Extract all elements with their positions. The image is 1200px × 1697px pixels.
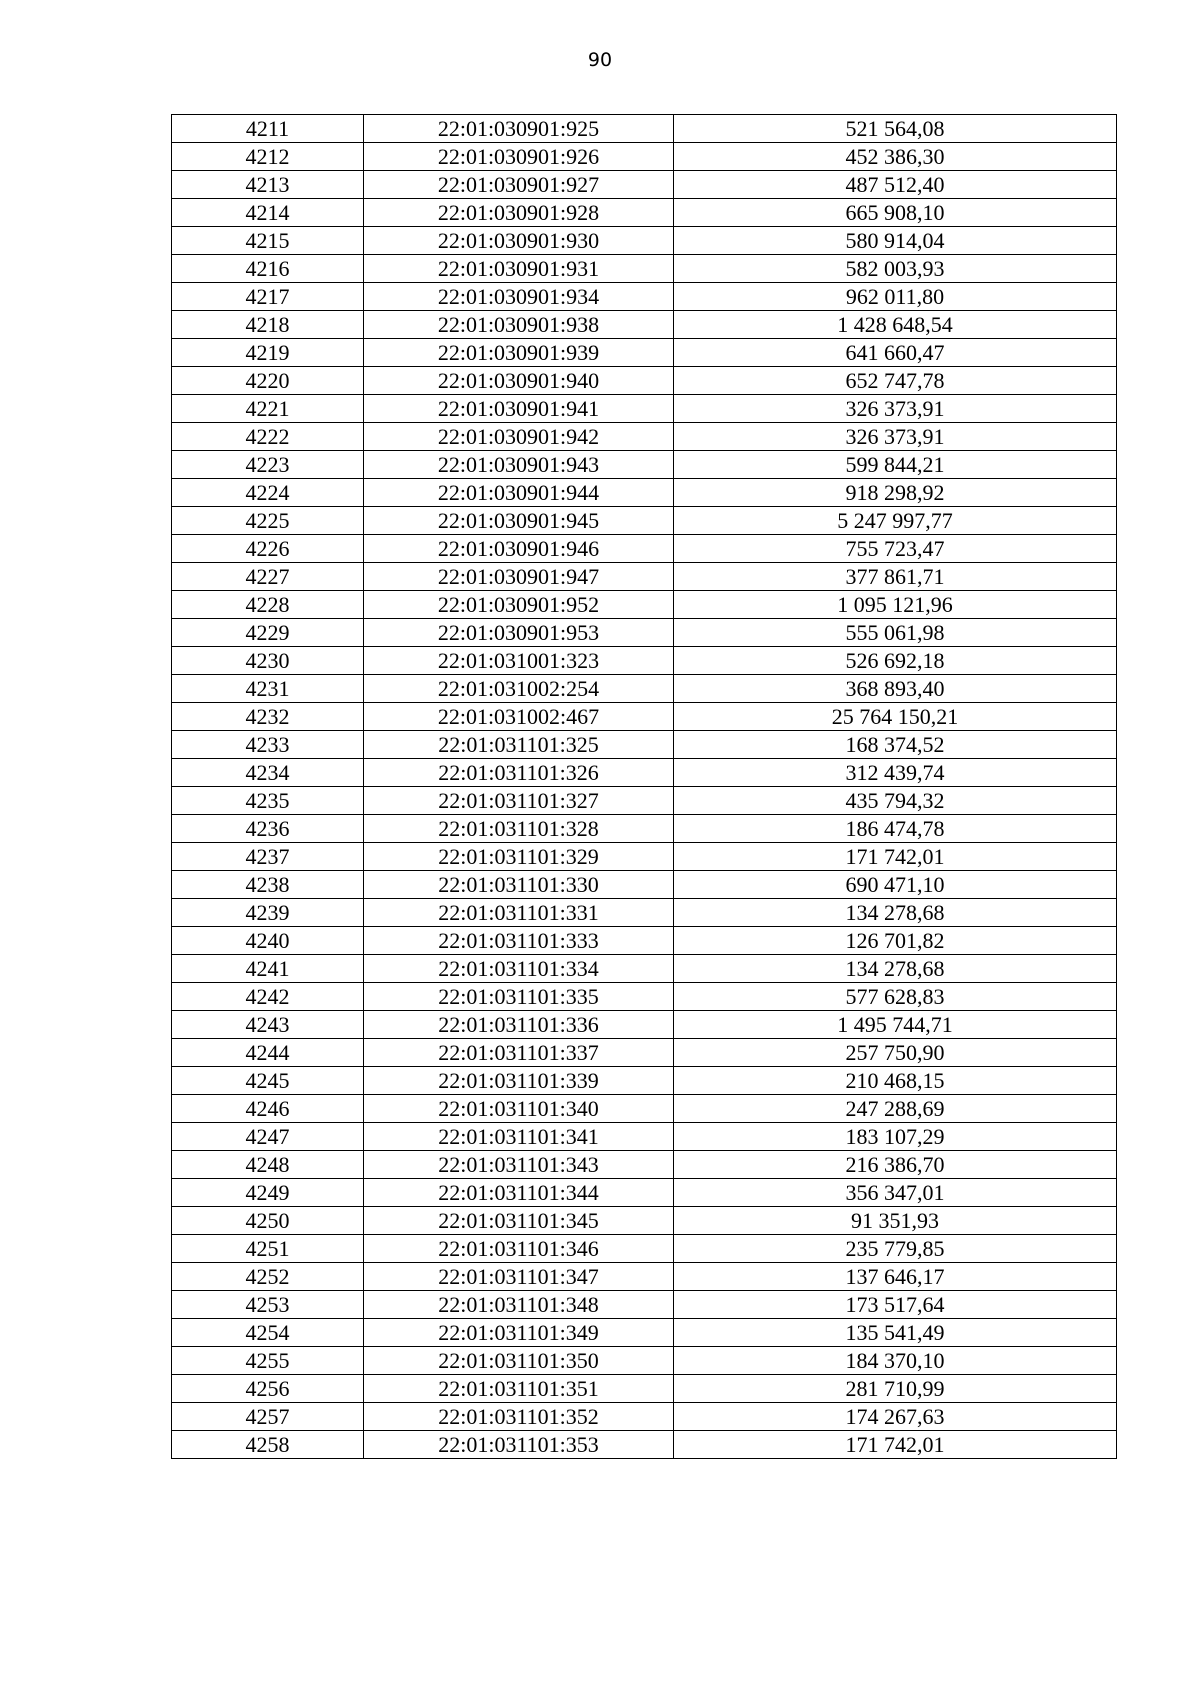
table-row xyxy=(172,647,1117,675)
row-number-cell: 4241 xyxy=(172,955,364,983)
table-row xyxy=(172,1123,1117,1151)
cadastral-value-cell: 652 747,78 xyxy=(674,367,1117,395)
cadastral-number-cell: 22:01:030901:925 xyxy=(364,115,674,143)
cadastral-number-cell: 22:01:030901:943 xyxy=(364,451,674,479)
row-number-cell: 4222 xyxy=(172,423,364,451)
table-row xyxy=(172,1263,1117,1291)
table-row xyxy=(172,283,1117,311)
table-body xyxy=(172,115,1117,1459)
row-number-cell: 4213 xyxy=(172,171,364,199)
row-number-cell: 4212 xyxy=(172,143,364,171)
page-number: 90 xyxy=(587,49,613,71)
cadastral-number-cell: 22:01:031101:346 xyxy=(364,1235,674,1263)
row-number-cell: 4257 xyxy=(172,1403,364,1431)
table-row xyxy=(172,787,1117,815)
cadastral-number-cell: 22:01:031101:347 xyxy=(364,1263,674,1291)
cadastral-number-cell: 22:01:031101:344 xyxy=(364,1179,674,1207)
row-number-cell: 4249 xyxy=(172,1179,364,1207)
cadastral-number-cell: 22:01:030901:947 xyxy=(364,563,674,591)
cadastral-value-cell: 962 011,80 xyxy=(674,283,1117,311)
row-number-cell: 4228 xyxy=(172,591,364,619)
cadastral-number-cell: 22:01:030901:928 xyxy=(364,199,674,227)
table-row xyxy=(172,535,1117,563)
table-row xyxy=(172,367,1117,395)
cadastral-value-cell: 356 347,01 xyxy=(674,1179,1117,1207)
row-number-cell: 4218 xyxy=(172,311,364,339)
row-number-cell: 4214 xyxy=(172,199,364,227)
table-row xyxy=(172,143,1117,171)
table-row xyxy=(172,1207,1117,1235)
row-number-cell: 4240 xyxy=(172,927,364,955)
row-number-cell: 4242 xyxy=(172,983,364,1011)
table-row xyxy=(172,815,1117,843)
cadastral-value-cell: 755 723,47 xyxy=(674,535,1117,563)
cadastral-value-cell: 452 386,30 xyxy=(674,143,1117,171)
cadastral-number-cell: 22:01:031101:348 xyxy=(364,1291,674,1319)
table-row xyxy=(172,1067,1117,1095)
cadastral-value-cell: 25 764 150,21 xyxy=(674,703,1117,731)
table-row xyxy=(172,563,1117,591)
table-row xyxy=(172,703,1117,731)
table-row xyxy=(172,591,1117,619)
row-number-cell: 4252 xyxy=(172,1263,364,1291)
cadastral-number-cell: 22:01:031101:349 xyxy=(364,1319,674,1347)
row-number-cell: 4226 xyxy=(172,535,364,563)
row-number-cell: 4220 xyxy=(172,367,364,395)
row-number-cell: 4219 xyxy=(172,339,364,367)
row-number-cell: 4239 xyxy=(172,899,364,927)
cadastral-number-cell: 22:01:030901:931 xyxy=(364,255,674,283)
row-number-cell: 4232 xyxy=(172,703,364,731)
cadastral-number-cell: 22:01:031002:254 xyxy=(364,675,674,703)
table-row xyxy=(172,395,1117,423)
cadastral-value-cell: 184 370,10 xyxy=(674,1347,1117,1375)
row-number-cell: 4251 xyxy=(172,1235,364,1263)
row-number-cell: 4231 xyxy=(172,675,364,703)
cadastral-value-cell: 665 908,10 xyxy=(674,199,1117,227)
row-number-cell: 4233 xyxy=(172,731,364,759)
table-row xyxy=(172,731,1117,759)
cadastral-number-cell: 22:01:031101:353 xyxy=(364,1431,674,1459)
cadastral-number-cell: 22:01:030901:940 xyxy=(364,367,674,395)
row-number-cell: 4255 xyxy=(172,1347,364,1375)
cadastral-value-cell: 577 628,83 xyxy=(674,983,1117,1011)
row-number-cell: 4254 xyxy=(172,1319,364,1347)
cadastral-value-cell: 126 701,82 xyxy=(674,927,1117,955)
cadastral-number-cell: 22:01:031101:339 xyxy=(364,1067,674,1095)
cadastral-value-cell: 487 512,40 xyxy=(674,171,1117,199)
cadastral-number-cell: 22:01:031101:337 xyxy=(364,1039,674,1067)
table-row xyxy=(172,871,1117,899)
table-row xyxy=(172,1319,1117,1347)
cadastral-number-cell: 22:01:030901:930 xyxy=(364,227,674,255)
table-row xyxy=(172,339,1117,367)
cadastral-value-cell: 216 386,70 xyxy=(674,1151,1117,1179)
cadastral-value-cell: 5 247 997,77 xyxy=(674,507,1117,535)
row-number-cell: 4243 xyxy=(172,1011,364,1039)
row-number-cell: 4246 xyxy=(172,1095,364,1123)
table-row xyxy=(172,1011,1117,1039)
cadastral-number-cell: 22:01:031101:351 xyxy=(364,1375,674,1403)
cadastral-value-cell: 171 742,01 xyxy=(674,1431,1117,1459)
row-number-cell: 4216 xyxy=(172,255,364,283)
table-row xyxy=(172,423,1117,451)
row-number-cell: 4221 xyxy=(172,395,364,423)
cadastral-number-cell: 22:01:031101:341 xyxy=(364,1123,674,1151)
cadastral-value-cell: 281 710,99 xyxy=(674,1375,1117,1403)
row-number-cell: 4236 xyxy=(172,815,364,843)
cadastral-number-cell: 22:01:031101:335 xyxy=(364,983,674,1011)
cadastral-number-cell: 22:01:031101:343 xyxy=(364,1151,674,1179)
table-row xyxy=(172,843,1117,871)
row-number-cell: 4234 xyxy=(172,759,364,787)
cadastral-number-cell: 22:01:030901:946 xyxy=(364,535,674,563)
cadastral-value-cell: 91 351,93 xyxy=(674,1207,1117,1235)
row-number-cell: 4229 xyxy=(172,619,364,647)
cadastral-value-cell: 435 794,32 xyxy=(674,787,1117,815)
cadastral-value-cell: 641 660,47 xyxy=(674,339,1117,367)
cadastral-value-cell: 257 750,90 xyxy=(674,1039,1117,1067)
cadastral-number-cell: 22:01:030901:945 xyxy=(364,507,674,535)
cadastral-value-cell: 526 692,18 xyxy=(674,647,1117,675)
cadastral-number-cell: 22:01:030901:934 xyxy=(364,283,674,311)
cadastral-value-cell: 171 742,01 xyxy=(674,843,1117,871)
table-row xyxy=(172,1347,1117,1375)
row-number-cell: 4256 xyxy=(172,1375,364,1403)
cadastral-number-cell: 22:01:031101:327 xyxy=(364,787,674,815)
cadastral-value-cell: 247 288,69 xyxy=(674,1095,1117,1123)
cadastral-value-cell: 134 278,68 xyxy=(674,955,1117,983)
table-row xyxy=(172,199,1117,227)
cadastral-value-cell: 1 428 648,54 xyxy=(674,311,1117,339)
table-row xyxy=(172,619,1117,647)
table-row xyxy=(172,955,1117,983)
table-row xyxy=(172,171,1117,199)
table-row xyxy=(172,255,1117,283)
cadastral-number-cell: 22:01:030901:953 xyxy=(364,619,674,647)
table-row xyxy=(172,1039,1117,1067)
cadastral-value-cell: 918 298,92 xyxy=(674,479,1117,507)
cadastral-value-cell: 1 095 121,96 xyxy=(674,591,1117,619)
cadastral-number-cell: 22:01:031101:326 xyxy=(364,759,674,787)
cadastral-value-cell: 312 439,74 xyxy=(674,759,1117,787)
cadastral-number-cell: 22:01:031101:330 xyxy=(364,871,674,899)
cadastral-number-cell: 22:01:031101:340 xyxy=(364,1095,674,1123)
row-number-cell: 4215 xyxy=(172,227,364,255)
row-number-cell: 4247 xyxy=(172,1123,364,1151)
cadastral-number-cell: 22:01:031101:333 xyxy=(364,927,674,955)
row-number-cell: 4223 xyxy=(172,451,364,479)
table-row xyxy=(172,507,1117,535)
cadastral-value-cell: 690 471,10 xyxy=(674,871,1117,899)
table-row xyxy=(172,1431,1117,1459)
table-row xyxy=(172,1095,1117,1123)
cadastral-value-cell: 521 564,08 xyxy=(674,115,1117,143)
row-number-cell: 4258 xyxy=(172,1431,364,1459)
cadastral-value-cell: 135 541,49 xyxy=(674,1319,1117,1347)
cadastral-number-cell: 22:01:031101:336 xyxy=(364,1011,674,1039)
row-number-cell: 4237 xyxy=(172,843,364,871)
cadastral-value-cell: 210 468,15 xyxy=(674,1067,1117,1095)
cadastral-value-cell: 582 003,93 xyxy=(674,255,1117,283)
cadastral-value-cell: 326 373,91 xyxy=(674,423,1117,451)
cadastral-number-cell: 22:01:031101:331 xyxy=(364,899,674,927)
row-number-cell: 4230 xyxy=(172,647,364,675)
table-row xyxy=(172,1291,1117,1319)
cadastral-value-cell: 174 267,63 xyxy=(674,1403,1117,1431)
row-number-cell: 4211 xyxy=(172,115,364,143)
table-row xyxy=(172,675,1117,703)
cadastral-value-cell: 599 844,21 xyxy=(674,451,1117,479)
table-row xyxy=(172,311,1117,339)
cadastral-value-cell: 134 278,68 xyxy=(674,899,1117,927)
table-row xyxy=(172,451,1117,479)
table-row xyxy=(172,1375,1117,1403)
cadastral-number-cell: 22:01:031101:345 xyxy=(364,1207,674,1235)
table-row xyxy=(172,927,1117,955)
cadastral-value-cell: 173 517,64 xyxy=(674,1291,1117,1319)
cadastral-number-cell: 22:01:030901:952 xyxy=(364,591,674,619)
cadastral-number-cell: 22:01:031101:352 xyxy=(364,1403,674,1431)
cadastral-value-cell: 368 893,40 xyxy=(674,675,1117,703)
cadastral-number-cell: 22:01:031101:325 xyxy=(364,731,674,759)
row-number-cell: 4244 xyxy=(172,1039,364,1067)
row-number-cell: 4225 xyxy=(172,507,364,535)
row-number-cell: 4248 xyxy=(172,1151,364,1179)
cadastral-value-cell: 555 061,98 xyxy=(674,619,1117,647)
cadastral-value-cell: 1 495 744,71 xyxy=(674,1011,1117,1039)
table-row xyxy=(172,1179,1117,1207)
cadastral-number-cell: 22:01:031101:350 xyxy=(364,1347,674,1375)
cadastral-number-cell: 22:01:030901:938 xyxy=(364,311,674,339)
table-row xyxy=(172,1151,1117,1179)
cadastral-value-cell: 186 474,78 xyxy=(674,815,1117,843)
cadastral-value-cell: 235 779,85 xyxy=(674,1235,1117,1263)
cadastral-number-cell: 22:01:031001:323 xyxy=(364,647,674,675)
cadastral-value-cell: 377 861,71 xyxy=(674,563,1117,591)
table-row xyxy=(172,759,1117,787)
cadastral-number-cell: 22:01:030901:927 xyxy=(364,171,674,199)
cadastral-number-cell: 22:01:031002:467 xyxy=(364,703,674,731)
row-number-cell: 4217 xyxy=(172,283,364,311)
cadastral-value-cell: 183 107,29 xyxy=(674,1123,1117,1151)
table-row xyxy=(172,1403,1117,1431)
table-row xyxy=(172,899,1117,927)
cadastral-number-cell: 22:01:030901:941 xyxy=(364,395,674,423)
row-number-cell: 4224 xyxy=(172,479,364,507)
cadastral-number-cell: 22:01:031101:329 xyxy=(364,843,674,871)
cadastral-number-cell: 22:01:030901:926 xyxy=(364,143,674,171)
cadastral-value-cell: 326 373,91 xyxy=(674,395,1117,423)
table-row xyxy=(172,227,1117,255)
table-row xyxy=(172,115,1117,143)
row-number-cell: 4245 xyxy=(172,1067,364,1095)
table-row xyxy=(172,1235,1117,1263)
row-number-cell: 4227 xyxy=(172,563,364,591)
table-row xyxy=(172,479,1117,507)
table-row xyxy=(172,983,1117,1011)
row-number-cell: 4235 xyxy=(172,787,364,815)
row-number-cell: 4253 xyxy=(172,1291,364,1319)
cadastral-number-cell: 22:01:030901:944 xyxy=(364,479,674,507)
cadastral-number-cell: 22:01:031101:328 xyxy=(364,815,674,843)
row-number-cell: 4250 xyxy=(172,1207,364,1235)
row-number-cell: 4238 xyxy=(172,871,364,899)
cadastral-value-table xyxy=(171,114,1117,1459)
cadastral-value-cell: 168 374,52 xyxy=(674,731,1117,759)
cadastral-number-cell: 22:01:030901:942 xyxy=(364,423,674,451)
cadastral-number-cell: 22:01:030901:939 xyxy=(364,339,674,367)
cadastral-value-cell: 580 914,04 xyxy=(674,227,1117,255)
cadastral-number-cell: 22:01:031101:334 xyxy=(364,955,674,983)
cadastral-value-cell: 137 646,17 xyxy=(674,1263,1117,1291)
